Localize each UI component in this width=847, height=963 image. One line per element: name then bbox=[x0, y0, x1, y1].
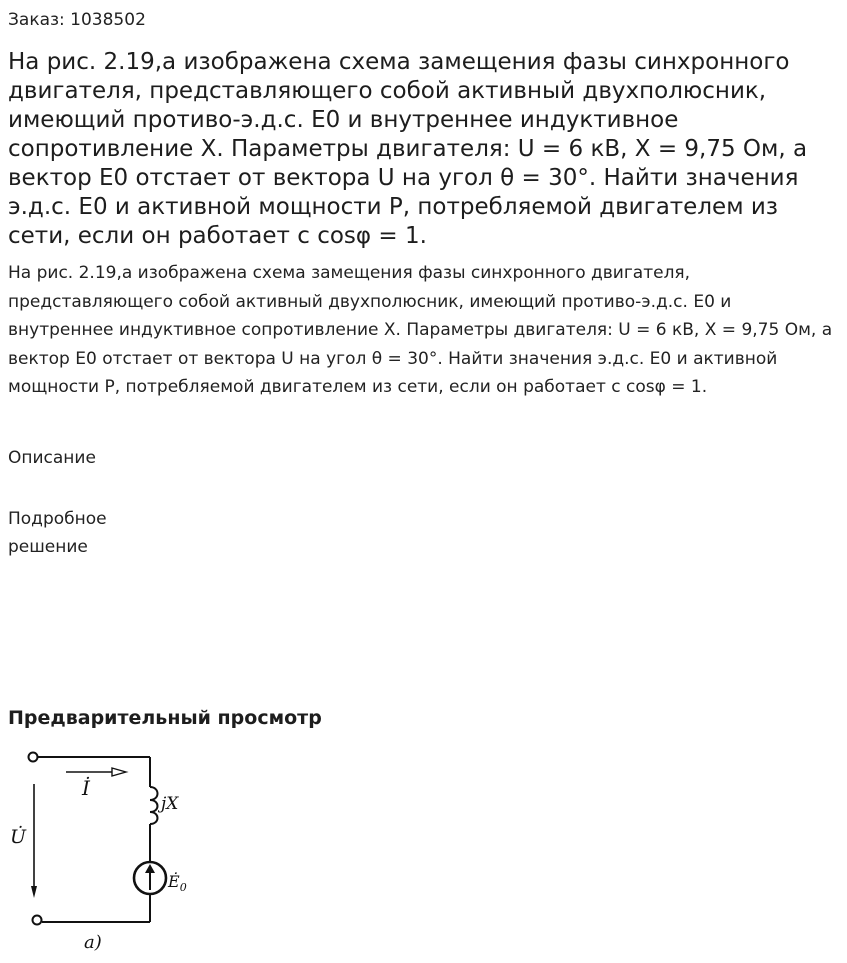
inductor-icon bbox=[150, 787, 158, 824]
emf-label-main: Ė bbox=[168, 872, 180, 891]
detailed-solution-label: Подробное решение bbox=[8, 509, 107, 557]
order-number: Заказ: 1038502 bbox=[8, 10, 146, 30]
current-arrow-head bbox=[112, 768, 126, 776]
figure-caption: а) bbox=[84, 932, 102, 953]
preview-heading: Предварительный просмотр bbox=[8, 707, 322, 729]
description-label: Описание bbox=[8, 448, 96, 468]
bottom-terminal bbox=[33, 916, 42, 925]
circuit-diagram bbox=[0, 740, 230, 960]
voltage-label: U̇ bbox=[10, 826, 27, 848]
emf-label-subscript: 0 bbox=[179, 881, 187, 894]
voltage-arrow-head bbox=[31, 886, 37, 898]
current-label: İ bbox=[82, 776, 90, 800]
top-terminal bbox=[29, 753, 38, 762]
reactance-label: jX bbox=[161, 794, 179, 814]
problem-title: На рис. 2.19,а изображена схема замещения фазы синхронного двигателя, представляющего собой активный двухполюсник, имеющий противо-э.д.с. Е0 и внутреннее индуктивное сопротивление Х. Параметры двигателя: U = 6 кВ, Х = 9,75 Ом, а вектор Е0 отстает от вектора U на угол θ = 30°. Найти значения э.д.с. Е0 и активной мощности Р, потребляемой двигателем из сети, если он работает с cosφ = 1. bbox=[8, 49, 808, 249]
emf-label bbox=[167, 871, 187, 894]
problem-description: На рис. 2.19,а изображена схема замещения фазы синхронного двигателя, представляющего собой активный двухполюсник, имеющий противо-э.д.с. Е0 и внутреннее индуктивное сопротивление Х. Параметры двигателя: U = 6 кВ, Х = 9,75 Ом, а вектор Е0 отстает от вектора U на угол θ = 30°. Найти значения э.д.с. Е0 и активной мощности Р, потребляемой двигателем из сети, если он работает с cosφ = 1. bbox=[8, 263, 833, 398]
